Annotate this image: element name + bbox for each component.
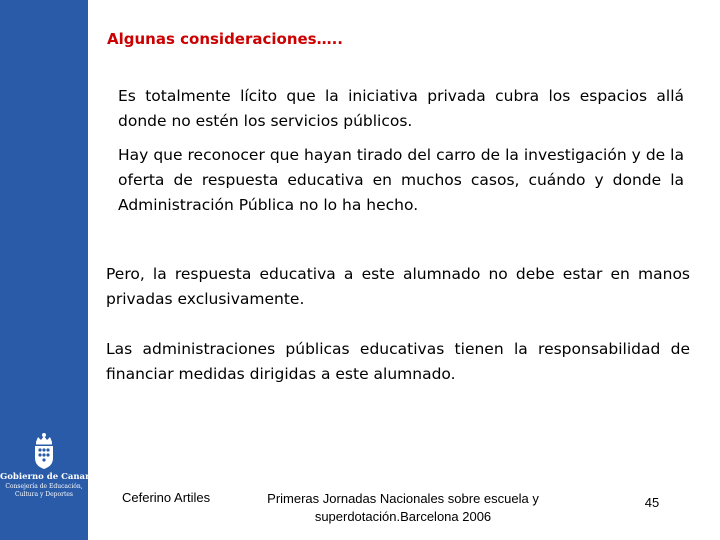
logo-dept-line1: Consejería de Educación, bbox=[5, 483, 83, 490]
footer-event-line2: superdotación.Barcelona 2006 bbox=[314, 509, 492, 524]
paragraph-1: Es totalmente lícito que la iniciativa privada cubra los espacios allá donde no estén los servicios públicos. bbox=[118, 87, 684, 130]
footer-event-line1: Primeras Jornadas Nacionales sobre escuela y bbox=[267, 491, 539, 506]
paragraph-3: Pero, la respuesta educativa a este alumnado no debe estar en manos privadas exclusivamente. bbox=[106, 265, 690, 308]
footer-author: Ceferino Artiles bbox=[122, 490, 211, 505]
paragraph-2: Hay que reconocer que hayan tirado del carro de la investigación y de la oferta de respuesta educativa en muchos casos, cuándo y donde la Administración Pública no lo ha hecho. bbox=[118, 146, 684, 214]
slide-title: Algunas consideraciones….. bbox=[107, 30, 344, 48]
page-number: 45 bbox=[644, 495, 660, 510]
logo-name: Gobierno de Canarias bbox=[0, 472, 104, 482]
government-logo bbox=[0, 432, 104, 498]
coat-of-arms-icon bbox=[31, 432, 57, 470]
paragraph-4: Las administraciones públicas educativas tienen la responsabilidad de financiar medidas dirigidas a este alumnado. bbox=[106, 340, 690, 383]
sidebar bbox=[0, 0, 104, 540]
footer-event bbox=[244, 490, 562, 526]
logo-dept-line2: Cultura y Deportes bbox=[14, 491, 74, 498]
